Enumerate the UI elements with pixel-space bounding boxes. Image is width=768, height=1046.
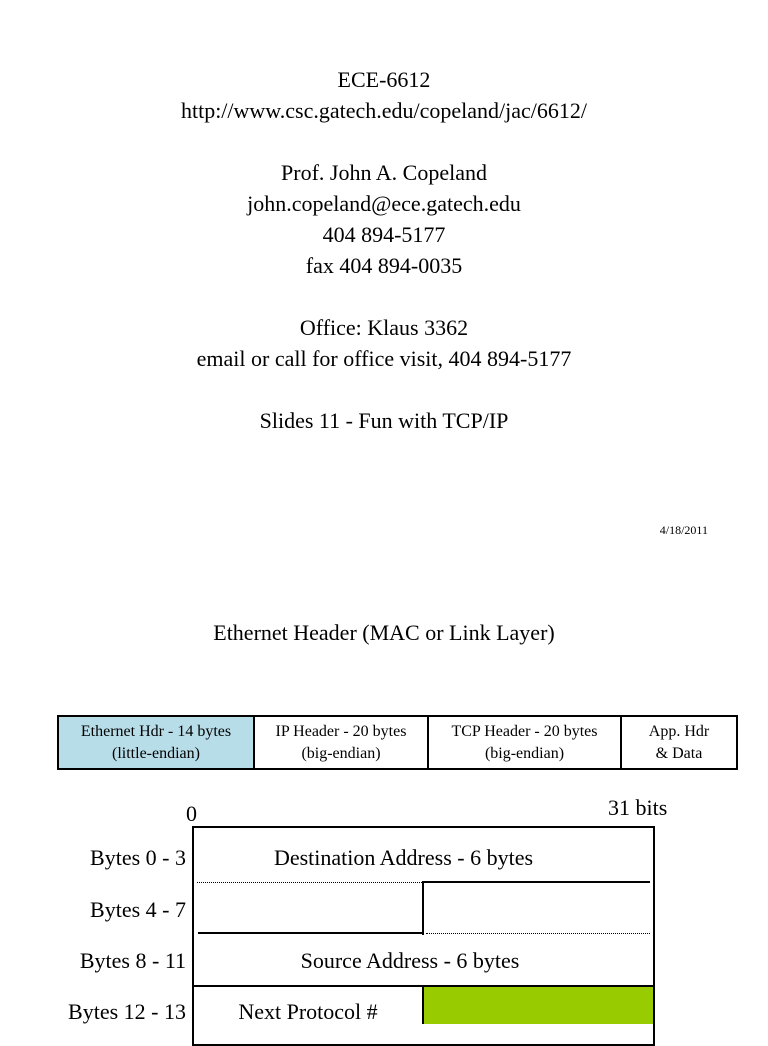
layer-label: IP Header - 20 bytes	[275, 723, 407, 740]
row-label-bytes-8-11: Bytes 8 - 11	[79, 948, 186, 973]
course-code: ECE-6612	[337, 67, 431, 92]
layer-label: Ethernet Hdr - 14 bytes	[80, 723, 232, 740]
divider-dotted	[197, 882, 422, 883]
office-location: Office: Klaus 3362	[299, 315, 469, 340]
slide-title: Ethernet Header (MAC or Link Layer)	[213, 620, 555, 645]
destination-address-field: Destination Address - 6 bytes	[273, 845, 534, 870]
divider-vertical	[422, 881, 424, 935]
course-url: http://www.csc.gatech.edu/copeland/jac/6612/	[180, 98, 588, 123]
source-address-field: Source Address - 6 bytes	[300, 948, 520, 973]
next-protocol-field: Next Protocol #	[238, 999, 378, 1024]
bit-start-label: 0	[186, 801, 197, 826]
layer-box-app	[620, 715, 738, 770]
divider-solid	[424, 881, 650, 883]
ip-header-start-block	[424, 987, 653, 1024]
layer-endian: (big-endian)	[484, 745, 565, 762]
row-label-bytes-0-3: Bytes 0 - 3	[90, 845, 186, 870]
professor-fax: fax 404 894-0035	[305, 253, 463, 278]
layer-endian: & Data	[655, 745, 703, 762]
course-info	[0, 64, 768, 436]
professor-email: john.copeland@ece.gatech.edu	[247, 191, 521, 216]
layer-label: App. Hdr	[648, 723, 710, 740]
row-label-bytes-12-13: Bytes 12 - 13	[68, 999, 186, 1024]
professor-phone: 404 894-5177	[322, 222, 446, 247]
layer-box-ip	[253, 715, 429, 770]
slides-title: Slides 11 - Fun with TCP/IP	[259, 408, 509, 433]
layer-endian: (little-endian)	[112, 745, 200, 762]
layer-label: TCP Header - 20 bytes	[451, 723, 598, 740]
bit-end-label: 31 bits	[608, 795, 668, 820]
layer-box-ethernet	[57, 715, 255, 770]
layer-endian: (big-endian)	[301, 745, 381, 762]
row-label-bytes-4-7: Bytes 4 - 7	[90, 897, 186, 922]
divider-solid	[198, 932, 424, 934]
professor-name: Prof. John A. Copeland	[281, 160, 487, 185]
divider-dotted	[426, 933, 650, 934]
office-visit-note: email or call for office visit, 404 894-5177	[196, 346, 572, 371]
layer-box-tcp	[427, 715, 622, 770]
slide-date: 4/18/2011	[659, 523, 708, 537]
